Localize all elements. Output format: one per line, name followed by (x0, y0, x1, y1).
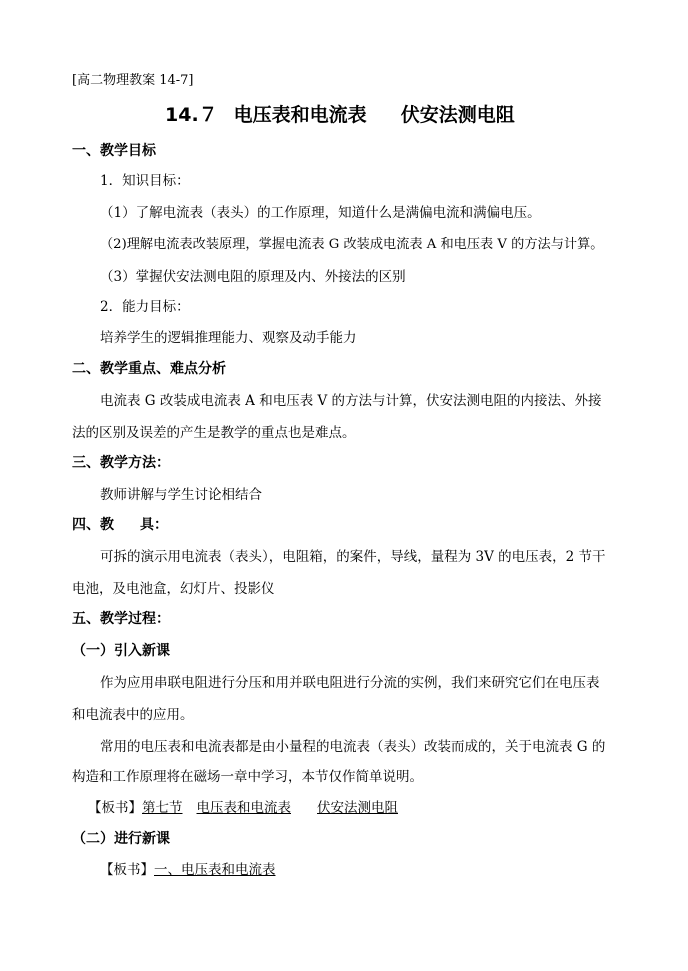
section-heading-objectives: 一、教学目标 (72, 143, 156, 159)
intro-p2-line-2: 构造和工作原理将在磁场一章中学习，本节仅作简单说明。 (72, 769, 423, 785)
knowledge-objective-2: （2)理解电流表改装原理，掌握电流表 G 改装成电流表 A 和电压表 V 的方法与计算。 (100, 237, 604, 252)
section-heading-tools (72, 516, 168, 534)
board-note-2-text: 一、电压表和电流表 (154, 862, 276, 878)
board-label: 【板书】 (88, 800, 142, 816)
page-title (165, 103, 515, 127)
tools-line-1: 可拆的演示用电流表（表头），电阻箱，的案件，导线，量程为 3V 的电压表，2 节干 (100, 549, 606, 565)
header-tag: [高二物理教案 14-7] (72, 73, 194, 88)
title-number: 14.７ (165, 104, 218, 126)
intro-p2-line-1: 常用的电压表和电流表都是由小量程的电流表（表头）改装而成的，关于电流表 G 的 (100, 739, 606, 755)
ability-objective-label: 2．能力目标： (100, 299, 190, 315)
board-note-2 (100, 861, 276, 879)
title-main: 电压表和电流表 (233, 104, 367, 126)
knowledge-objective-1: （1）了解电流表（表头）的工作原理，知道什么是满偏电流和满偏电压。 (100, 205, 541, 221)
tools-heading-b: 具： (140, 517, 168, 533)
method-text: 教师讲解与学生讨论相结合 (100, 487, 262, 503)
keypoints-line-1: 电流表 G 改装成电流表 A 和电压表 V 的方法与计算，伏安法测电阻的内接法、外接 (100, 393, 602, 409)
intro-p1-line-1: 作为应用串联电阻进行分压和用并联电阻进行分流的实例，我们来研究它们在电压表 (100, 675, 600, 691)
board-note-1-section: 第七节 (142, 800, 183, 816)
board-label-2: 【板书】 (100, 862, 154, 878)
knowledge-objective-3: （3）掌握伏安法测电阻的原理及内、外接法的区别 (100, 269, 406, 285)
section-heading-keypoints: 二、教学重点、难点分析 (72, 361, 226, 377)
board-note-1 (88, 799, 398, 817)
board-note-1-text (142, 800, 398, 816)
ability-objective-1: 培养学生的逻辑推理能力、观察及动手能力 (100, 330, 357, 346)
intro-p1-line-2: 和电流表中的应用。 (72, 707, 194, 723)
section-heading-method: 三、教学方法： (72, 455, 170, 471)
board-note-1-title: 电压表和电流表 (196, 800, 291, 816)
subsection-new-lesson: （二）进行新课 (72, 831, 170, 847)
subsection-intro: （一）引入新课 (72, 643, 170, 659)
title-sub: 伏安法测电阻 (400, 104, 515, 126)
board-note-1-subtitle: 伏安法测电阻 (317, 800, 398, 816)
keypoints-line-2: 法的区别及误差的产生是教学的重点也是难点。 (72, 425, 356, 441)
knowledge-objective-label: 1．知识目标： (100, 173, 190, 189)
section-heading-process: 五、教学过程： (72, 611, 170, 627)
tools-line-2: 电池，及电池盒，幻灯片、投影仪 (72, 581, 275, 597)
tools-heading-a: 四、教 (72, 517, 114, 533)
